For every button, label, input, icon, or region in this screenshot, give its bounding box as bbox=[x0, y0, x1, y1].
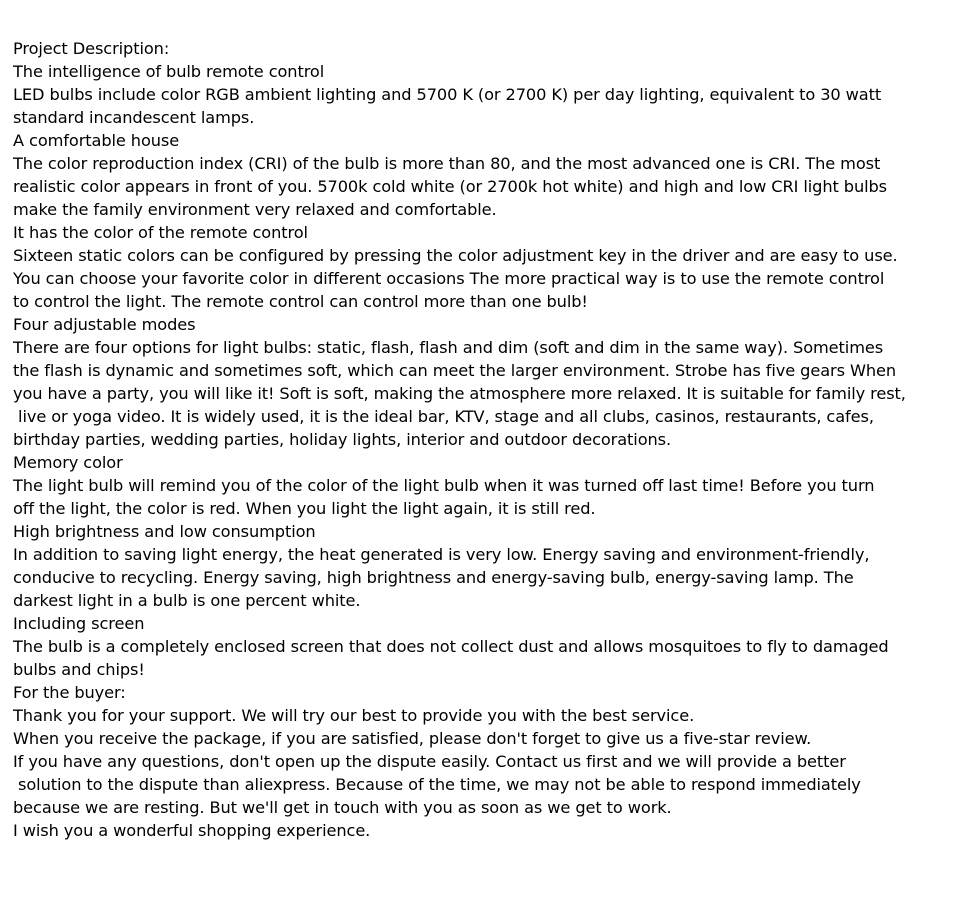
description-line: conducive to recycling. Energy saving, high brightness and energy-saving bulb, energy-saving lamp. The bbox=[13, 568, 854, 587]
description-line: The color reproduction index (CRI) of the bulb is more than 80, and the most advanced one is CRI. The most bbox=[13, 154, 881, 173]
description-line: A comfortable house bbox=[13, 131, 180, 150]
description-line: LED bulbs include color RGB ambient lighting and 5700 K (or 2700 K) per day lighting, equivalent to 30 watt bbox=[13, 85, 882, 104]
description-line: High brightness and low consumption bbox=[13, 522, 316, 541]
description-line: Four adjustable modes bbox=[13, 315, 196, 334]
description-line: live or yoga video. It is widely used, it is the ideal bar, KTV, stage and all clubs, casinos, restaurants, cafes, bbox=[13, 407, 874, 426]
description-line: Project Description: bbox=[13, 39, 170, 58]
description-line: to control the light. The remote control can control more than one bulb! bbox=[13, 292, 588, 311]
description-line: Memory color bbox=[13, 453, 123, 472]
description-line: make the family environment very relaxed and comfortable. bbox=[13, 200, 497, 219]
description-line: darkest light in a bulb is one percent white. bbox=[13, 591, 361, 610]
description-line: The bulb is a completely enclosed screen that does not collect dust and allows mosquitoes to fly to damaged bbox=[13, 637, 889, 656]
description-line: You can choose your favorite color in different occasions The more practical way is to use the remote control bbox=[13, 269, 885, 288]
description-line: If you have any questions, don't open up the dispute easily. Contact us first and we will provide a better bbox=[13, 752, 846, 771]
description-line: The light bulb will remind you of the color of the light bulb when it was turned off last time! Before you turn bbox=[13, 476, 875, 495]
description-line: because we are resting. But we'll get in touch with you as soon as we get to work. bbox=[13, 798, 672, 817]
description-line: In addition to saving light energy, the heat generated is very low. Energy saving and environment-friendly, bbox=[13, 545, 870, 564]
description-line: Sixteen static colors can be configured by pressing the color adjustment key in the driver and are easy to use. bbox=[13, 246, 898, 265]
description-line: standard incandescent lamps. bbox=[13, 108, 255, 127]
description-line: I wish you a wonderful shopping experience. bbox=[13, 821, 371, 840]
description-line: For the buyer: bbox=[13, 683, 126, 702]
description-line: solution to the dispute than aliexpress. Because of the time, we may not be able to respond immediately bbox=[13, 775, 861, 794]
description-line: realistic color appears in front of you. 5700k cold white (or 2700k hot white) and high and low CRI light bulbs bbox=[13, 177, 888, 196]
description-line: you have a party, you will like it! Soft is soft, making the atmosphere more relaxed. It is suitable for family rest, bbox=[13, 384, 906, 403]
description-line: the flash is dynamic and sometimes soft, which can meet the larger environment. Strobe has five gears When bbox=[13, 361, 897, 380]
description-line: off the light, the color is red. When you light the light again, it is still red. bbox=[13, 499, 596, 518]
description-line: When you receive the package, if you are satisfied, please don't forget to give us a five-star review. bbox=[13, 729, 812, 748]
description-line: It has the color of the remote control bbox=[13, 223, 308, 242]
description-line: The intelligence of bulb remote control bbox=[13, 62, 325, 81]
product-description-document bbox=[13, 37, 953, 842]
description-line: bulbs and chips! bbox=[13, 660, 145, 679]
description-line: Thank you for your support. We will try our best to provide you with the best service. bbox=[13, 706, 695, 725]
description-line: birthday parties, wedding parties, holiday lights, interior and outdoor decorations. bbox=[13, 430, 672, 449]
description-line: Including screen bbox=[13, 614, 145, 633]
description-line: There are four options for light bulbs: static, flash, flash and dim (soft and dim in the same way). Sometimes bbox=[13, 338, 884, 357]
